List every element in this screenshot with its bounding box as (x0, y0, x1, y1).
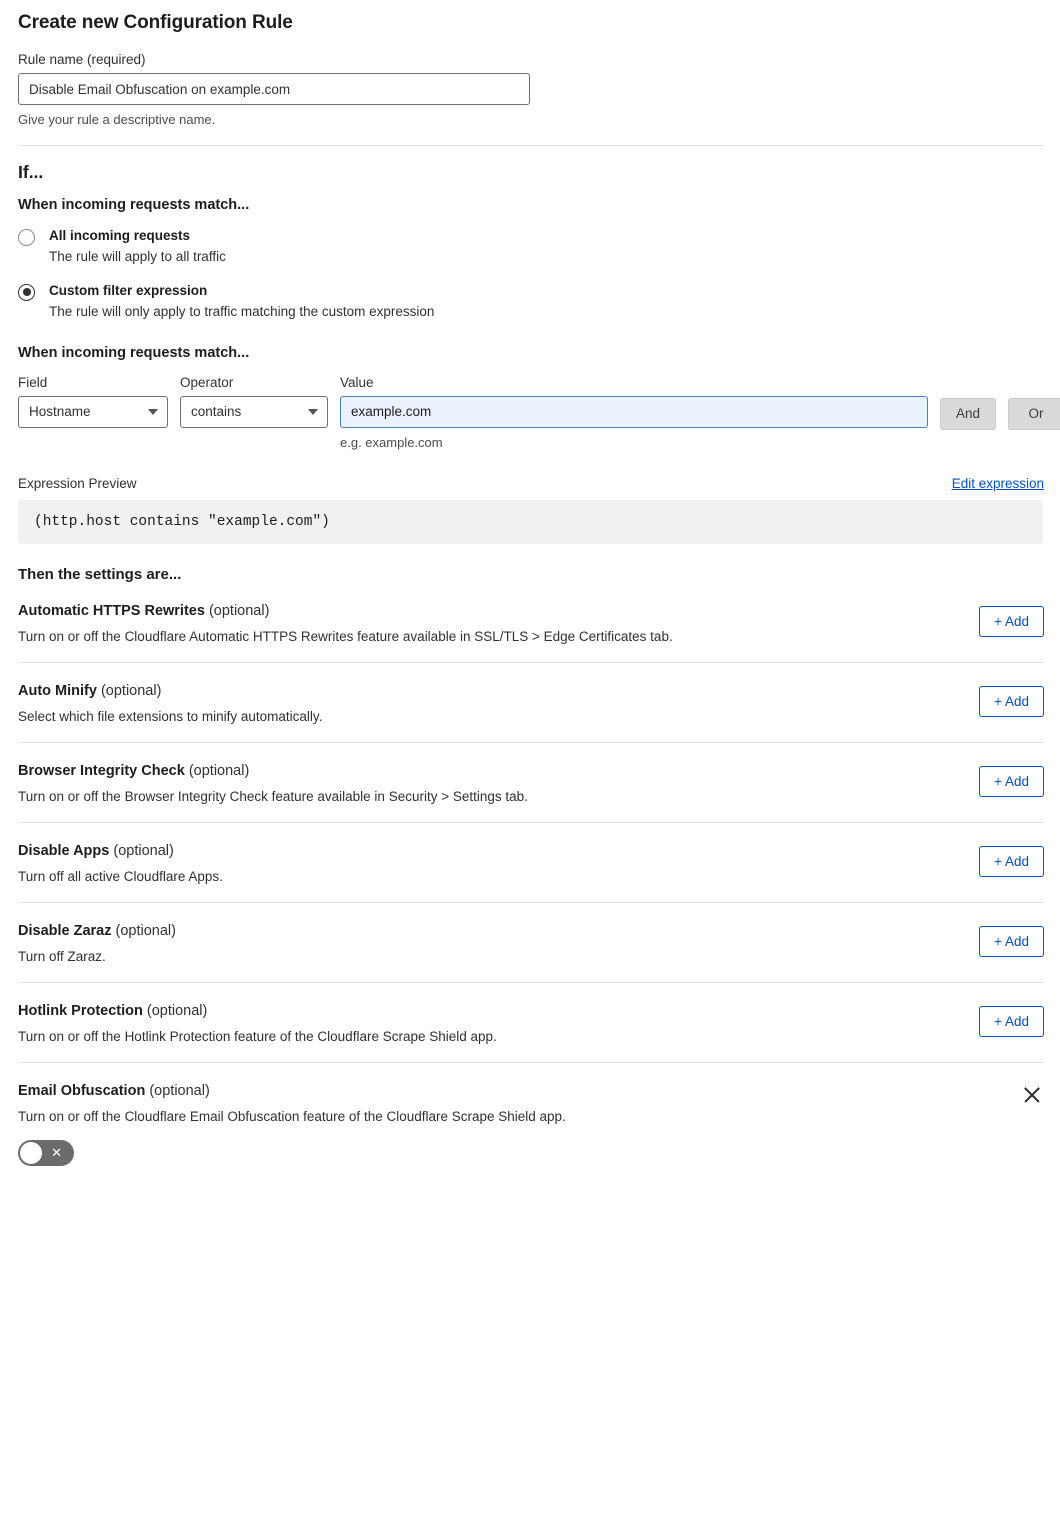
setting-title-browser-integrity-check (18, 763, 528, 779)
chevron-down-icon (148, 409, 158, 415)
setting-title-email-obfuscation (18, 1083, 566, 1099)
setting-name: Hotlink Protection (18, 1002, 143, 1019)
setting-row-disable-apps (18, 823, 1044, 903)
setting-name: Disable Zaraz (18, 922, 112, 939)
setting-optional: (optional) (113, 842, 174, 859)
value-label: Value (340, 374, 374, 390)
then-settings-heading: Then the settings are... (18, 565, 182, 583)
toggle-knob (20, 1142, 42, 1164)
radio-option-custom-filter[interactable] (18, 282, 1044, 319)
setting-name: Disable Apps (18, 842, 110, 859)
setting-row-browser-integrity-check (18, 743, 1044, 823)
radio-icon-custom-filter[interactable] (18, 284, 35, 301)
add-button-hotlink-protection[interactable]: + Add (979, 1006, 1044, 1037)
operator-select-value: contains (191, 404, 242, 420)
expression-preview-label: Expression Preview (18, 475, 137, 491)
field-select-value: Hostname (29, 404, 91, 420)
field-column (18, 375, 168, 428)
setting-desc-disable-zaraz: Turn off Zaraz. (18, 948, 106, 964)
or-button[interactable]: Or (1008, 398, 1060, 430)
setting-name: Auto Minify (18, 682, 97, 699)
setting-optional: (optional) (100, 682, 162, 699)
email-obfuscation-toggle[interactable] (18, 1140, 74, 1166)
operator-column (180, 375, 328, 428)
setting-optional: (optional) (115, 922, 176, 939)
edit-expression-link[interactable]: Edit expression (951, 475, 1044, 491)
radio-icon-all-requests[interactable] (18, 229, 35, 246)
field-label: Field (18, 374, 48, 390)
operator-label: Operator (180, 374, 234, 390)
setting-optional: (optional) (149, 1082, 210, 1099)
match-heading: When incoming requests match... (18, 197, 250, 213)
builder-heading: When incoming requests match... (18, 344, 250, 361)
radio-option-all-requests[interactable] (18, 227, 1044, 264)
value-hint: e.g. example.com (340, 434, 443, 450)
setting-optional: (optional) (208, 602, 270, 619)
radio-title-all-requests: All incoming requests (49, 228, 191, 243)
setting-title-auto-minify (18, 683, 322, 699)
setting-row-auto-minify (18, 663, 1044, 743)
operator-select[interactable] (180, 396, 328, 428)
field-select[interactable] (18, 396, 168, 428)
setting-optional: (optional) (188, 762, 250, 779)
rule-name-helper: Give your rule a descriptive name. (18, 112, 216, 127)
expression-preview-text: (http.host contains "example.com") (18, 500, 1043, 544)
value-column (340, 375, 928, 450)
add-button-auto-minify[interactable]: + Add (979, 686, 1044, 717)
setting-desc-auto-minify: Select which file extensions to minify automatically. (18, 708, 323, 724)
add-button-disable-zaraz[interactable]: + Add (979, 926, 1044, 957)
setting-title-disable-zaraz (18, 923, 176, 939)
page-title: Create new Configuration Rule (18, 12, 293, 33)
setting-title-automatic-https-rewrites (18, 603, 673, 619)
remove-setting-icon[interactable] (1020, 1083, 1044, 1107)
and-button[interactable]: And (940, 398, 996, 430)
setting-desc-email-obfuscation: Turn on or off the Cloudflare Email Obfuscation feature of the Cloudflare Scrape Shield app. (18, 1108, 566, 1124)
add-button-disable-apps[interactable]: + Add (979, 846, 1044, 877)
rule-name-input[interactable] (18, 73, 530, 105)
divider (18, 145, 1044, 146)
setting-row-disable-zaraz (18, 903, 1044, 983)
setting-row-hotlink-protection (18, 983, 1044, 1063)
radio-desc-custom-filter: The rule will only apply to traffic matching the custom expression (49, 303, 435, 319)
setting-desc-automatic-https-rewrites: Turn on or off the Cloudflare Automatic HTTPS Rewrites feature available in SSL/TLS > Edge Certificates tab. (18, 628, 673, 644)
setting-name: Browser Integrity Check (18, 762, 185, 779)
chevron-down-icon (308, 409, 318, 415)
setting-optional: (optional) (146, 1002, 208, 1019)
if-section-heading: If... (18, 162, 44, 182)
expression-builder-row (18, 375, 1044, 450)
setting-desc-hotlink-protection: Turn on or off the Hotlink Protection feature of the Cloudflare Scrape Shield app. (18, 1028, 497, 1044)
add-button-browser-integrity-check[interactable]: + Add (979, 766, 1044, 797)
radio-title-custom-filter: Custom filter expression (49, 282, 208, 298)
setting-desc-browser-integrity-check: Turn on or off the Browser Integrity Check feature available in Security > Settings tab. (18, 788, 528, 804)
setting-name: Automatic HTTPS Rewrites (18, 602, 205, 619)
expression-preview-header (18, 476, 1044, 491)
setting-title-disable-apps (18, 843, 223, 859)
toggle-off-icon: ✕ (51, 1145, 62, 1161)
setting-name: Email Obfuscation (18, 1082, 146, 1099)
setting-desc-disable-apps: Turn off all active Cloudflare Apps. (18, 868, 223, 884)
setting-row-email-obfuscation (18, 1063, 1044, 1184)
setting-row-automatic-https-rewrites (18, 583, 1044, 663)
value-input[interactable] (340, 396, 928, 428)
radio-desc-all-requests: The rule will apply to all traffic (49, 248, 226, 264)
add-button-automatic-https-rewrites[interactable]: + Add (979, 606, 1044, 637)
setting-title-hotlink-protection (18, 1003, 497, 1019)
rule-name-label: Rule name (required) (18, 52, 146, 67)
